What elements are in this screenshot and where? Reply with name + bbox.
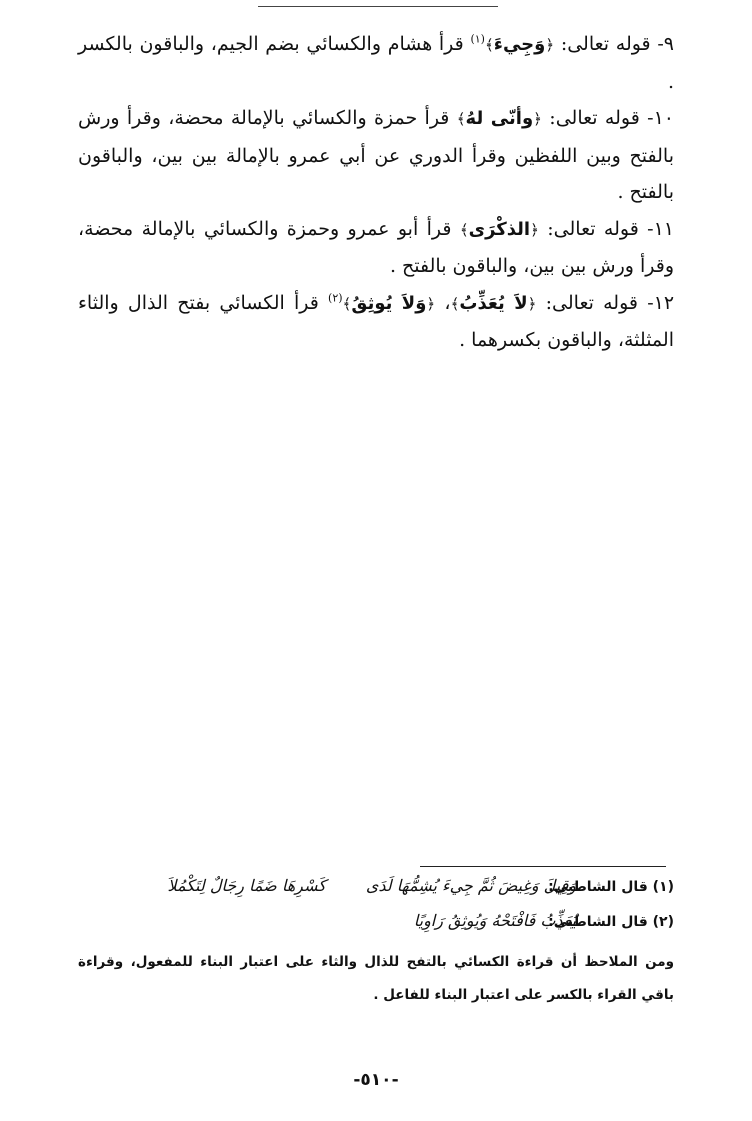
close-bracket: ﴾ bbox=[342, 294, 352, 313]
footnote-rule bbox=[420, 866, 666, 867]
close-bracket: ﴾ bbox=[456, 110, 466, 128]
open-bracket: ﴿ bbox=[530, 220, 539, 239]
footnote-note: ومن الملاحظ أن قراءة الكسائي بالتفح للذال والثاء على اعتبار البناء للمفعول، وقراءة باقي القراء بالكسر على اعتبار البناء للفاعل . bbox=[78, 954, 674, 1003]
top-rule bbox=[258, 6, 498, 7]
open-bracket: ﴿ bbox=[533, 110, 542, 128]
quran-verse: الذكْرَى bbox=[468, 218, 531, 240]
paragraph-text: قرأ هشام والكسائي بضم الجيم، والباقون بالكسر . bbox=[78, 33, 674, 93]
paragraph-intro: قوله تعالى: bbox=[560, 33, 651, 55]
paragraph-text: قرأ حمزة والكسائي بالإمالة محضة، وقرأ ورش بالفتح وبين اللفظين وقرأ الدوري عن أبي عمرو بالإمالة بين بين، والباقون بالفتح . bbox=[78, 107, 674, 203]
footnotes bbox=[78, 876, 674, 1012]
close-bracket: ﴾ bbox=[450, 294, 460, 313]
open-bracket: ﴿ bbox=[527, 294, 537, 313]
paragraph-intro: قوله تعالى: bbox=[547, 217, 639, 240]
quran-verse: وأنّى لهُ bbox=[465, 108, 534, 129]
paragraph-text: قرأ أبو عمرو وحمزة والكسائي بالإمالة محضة، وقرأ ورش بين بين، والباقون بالفتح . bbox=[78, 217, 674, 277]
footnote-label: (١) قال الشاطبي: bbox=[548, 879, 674, 895]
verse-separator: ، bbox=[444, 291, 451, 314]
paragraph-intro: قوله تعالى: bbox=[549, 107, 640, 129]
quran-verse: لاَ يُعَذِّبُ bbox=[459, 292, 528, 314]
paragraph-12 bbox=[78, 285, 674, 359]
paragraph-10 bbox=[78, 100, 674, 211]
paragraph-number: ١٢- bbox=[647, 291, 675, 314]
quran-verse-2: وَلاَ يُوثِقُ bbox=[351, 292, 427, 314]
footnote-verse-first: وَقِيلَ وَغِيضَ ثُمَّ جِيءَ يُشِمُّهَا لَدَى bbox=[365, 876, 576, 895]
footnote-ref: (١) bbox=[470, 32, 485, 46]
paragraph-intro: قوله تعالى: bbox=[545, 291, 638, 314]
footnote-ref: (٢) bbox=[328, 291, 343, 305]
close-bracket: ﴾ bbox=[484, 36, 494, 54]
footnote-1 bbox=[78, 876, 674, 897]
paragraph-11 bbox=[78, 211, 674, 285]
paragraph-number: ٩- bbox=[657, 33, 674, 55]
paragraph-9 bbox=[78, 26, 674, 100]
paragraph-number: ١١- bbox=[647, 217, 675, 240]
footnote-label: (٢) قال الشاطبي: bbox=[548, 914, 674, 930]
footnote-verse-second: كَسْرِهَا ضَمًا رِجَالٌ لِتَكْمُلاَ bbox=[167, 876, 326, 895]
footnote-2 bbox=[78, 911, 674, 932]
paragraph-number: ١٠- bbox=[647, 107, 674, 129]
quran-verse: وَجِيءَ bbox=[493, 34, 546, 55]
open-bracket: ﴿ bbox=[545, 36, 555, 54]
paragraph-text: قرأ الكسائي بفتح الذال والثاء المثلثة، والباقون بكسرهما . bbox=[78, 291, 674, 351]
footnote-verse-first: يُعَذِّبُ فَافْتَحْهُ وَيُوثِقُ رَاوِيًا bbox=[413, 911, 576, 930]
close-bracket: ﴾ bbox=[459, 220, 469, 239]
open-bracket: ﴿ bbox=[426, 294, 436, 313]
page-number: -٥١٠- bbox=[353, 1070, 399, 1090]
main-text bbox=[78, 26, 674, 359]
